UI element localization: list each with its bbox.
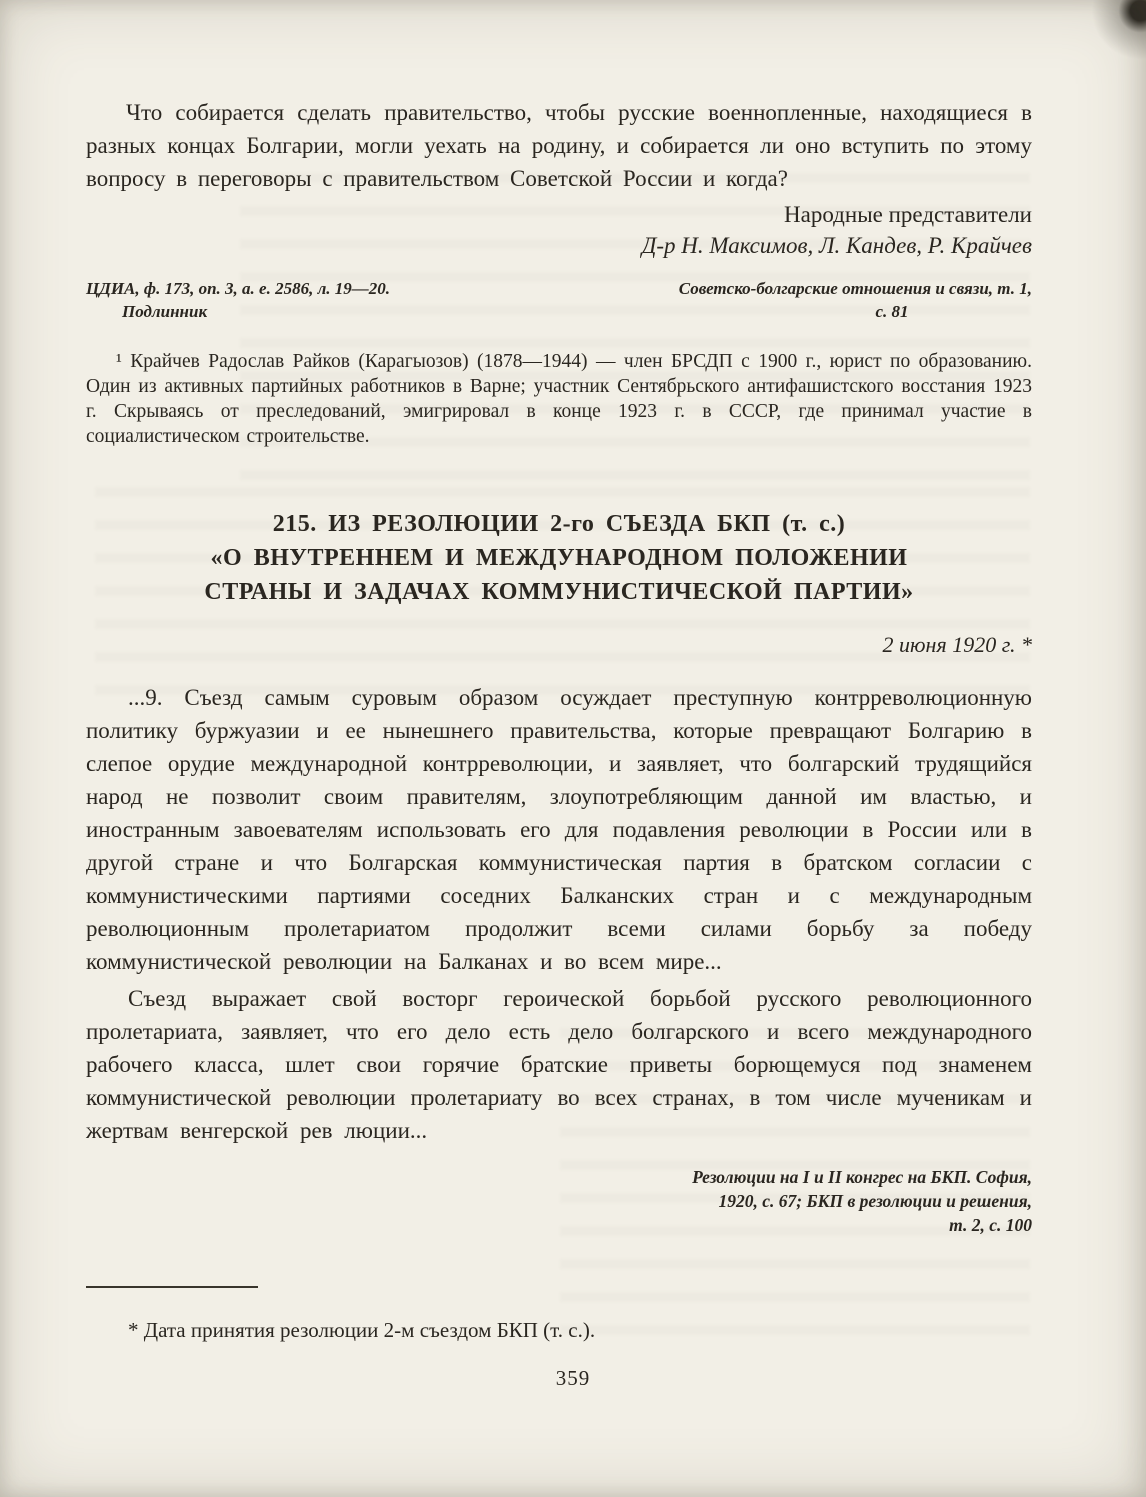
resolution-source-line2: 1920, с. 67; БКП в резолюции и решения, [718, 1191, 1032, 1211]
heading-line-3: СТРАНЫ И ЗАДАЧАХ КОММУНИСТИЧЕСКОЙ ПАРТИИ» [204, 579, 914, 605]
resolution-paragraph-1: ...9. Съезд самым суровым образом осуждает преступную контрреволюционную политику буржуазии и ее нынешнего правительства, которые превращают Болгарию в слепое орудие международной контрреволюции, и заявляет, что болгарский трудящийся народ не позволит своим правителям, злоупотребляющим данной им властью, и иностранным завоевателям использовать его для подавления революции в России или в другой стране и что Болгарская коммунистическая партия в братском согласии с коммунистическими партиями соседних Балканских стран и с международным революционным пролетариатом продолжит всеми силами борьбу за победу коммунистической революции на Балканах и во всем мире... [86, 685, 1032, 974]
publication-reference-line1: Советско-болгарские отношения и связи, т. 1, [678, 279, 1032, 298]
source-references-row [86, 277, 1032, 323]
footnote-separator-rule [86, 1286, 258, 1288]
heading-line-2: «О ВНУТРЕННЕМ И МЕЖДУНАРОДНОМ ПОЛОЖЕНИИ [210, 545, 908, 571]
biographical-footnote: ¹ Крайчев Радослав Райков (Карагыозов) (1878—1944) — член БРСДП с 1900 г., юрист по образованию. Один из активных партийных работников в Варне; участник Сентябрьского антифашистского восстания 1923 г. Скрываясь от преследований, эмигрировал в конце 1923 г. в СССР, где принимал участие в социалистическом строительстве. [86, 351, 1032, 447]
archive-reference-line2: Подлинник [122, 302, 208, 321]
heading-line-1: 215. ИЗ РЕЗОЛЮЦИИ 2-го СЪЕЗДА БКП (т. с.) [272, 511, 846, 537]
scan-corner-mark [1076, 0, 1146, 60]
resolution-source-line1: Резолюции на I и II конгрес на БКП. София, [692, 1167, 1032, 1187]
document-date: 2 июня 1920 г. * [882, 632, 1032, 657]
page-number: 359 [555, 1366, 591, 1390]
page-content [86, 0, 1032, 1237]
signature-names: Д-р Н. Максимов, Л. Кандев, Р. Крайчев [641, 233, 1032, 258]
archive-reference [86, 277, 466, 323]
publication-reference-line2: с. 81 [875, 302, 909, 321]
archive-reference-line1: ЦДИА, ф. 173, оп. 3, а. е. 2586, л. 19—20. [86, 279, 391, 298]
document-215-heading [86, 507, 1032, 609]
date-footnote: * Дата принятия резолюции 2-м съездом БКП (т. с.). [128, 1318, 596, 1342]
resolution-paragraph-2: Съезд выражает свой восторг героической борьбой русского революционного пролетариата, заявляет, что его дело есть дело болгарского и всего международного рабочего класса, шлет свои горячие братские приветы борющемуся под знаменем коммунистической революции пролетариату во всех странах, в том числе мученикам и жертвам венгерской рев люции... [86, 986, 1032, 1143]
signature-role: Народные представители [784, 202, 1032, 227]
document-214-question-paragraph: Что собирается сделать правительство, чтобы русские военнопленные, находящиеся в разных концах Болгарии, могли уехать на родину, и собирается ли оно вступить по этому вопросу в переговоры с правительством Советской России и когда? [86, 100, 1032, 191]
resolution-source-reference [86, 1165, 1032, 1237]
publication-reference [592, 277, 1032, 323]
resolution-source-line3: т. 2, с. 100 [949, 1215, 1032, 1235]
